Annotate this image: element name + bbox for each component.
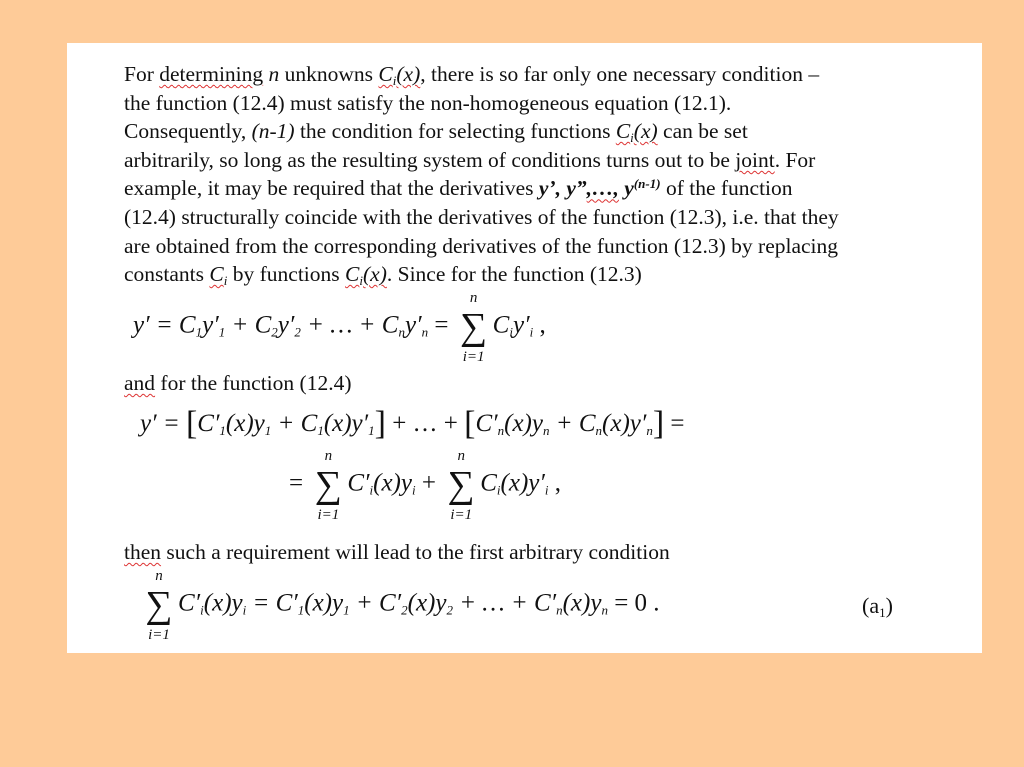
summation-sign: n ∑ i=1: [460, 290, 488, 365]
text-then-requirement: then such a requirement will lead to the first arbitrary condition: [124, 540, 670, 564]
paragraph-line-6: (12.4) structurally coincide with the derivatives of the function (12.3), i.e. that they: [124, 204, 839, 229]
paragraph-line-1: [124, 60, 974, 89]
text-run: Consequently,: [124, 119, 252, 144]
spellcheck-word: joint: [735, 147, 775, 172]
summation-sign: n ∑ i=1: [447, 448, 475, 523]
paragraph-line-8: [124, 260, 974, 289]
equation-sum-expansion: = n ∑ i=1 $C'_i(x)y_i$ + n ∑ i=1 $C_i(x)y'_i$ ,: [289, 448, 561, 523]
math-y-n-minus-1: $y^{(n-1)}$: [618, 176, 661, 201]
slide-content-panel: [67, 43, 982, 653]
math-ci-x: $C_i(x)$: [615, 119, 658, 146]
equation-arbitrary-condition: n ∑ i=1 $C'_i(x)y_i = C'_1(x)y_1 + C'_2(x)y_2$ + … + $C'_n(x)y_n = 0$ .: [145, 568, 660, 643]
text-run: For: [124, 62, 160, 86]
text-run: by functions: [227, 262, 346, 287]
paragraph-line-2: the function (12.4) must satisfy the non-homogeneous equation (12.1).: [124, 90, 732, 115]
text-run: unknowns: [279, 62, 379, 86]
text-run: arbitrarily, so long as the resulting system of conditions turns out to be: [124, 147, 736, 172]
summation-sign: n ∑ i=1: [145, 568, 173, 643]
text-run: , there is so far only one necessary condition –: [420, 62, 820, 86]
math-ci: $C_i$: [209, 262, 228, 289]
math-ci-x: $C_i(x)$: [378, 62, 421, 88]
body-paragraph: [124, 60, 974, 289]
math-derivatives: y’, y”: [538, 176, 587, 201]
math-n: n: [263, 62, 280, 86]
equation-first-derivative-12-4: $y' = [C'_1(x)y_1 + C_1(x)y'_1]$ + … + $[C'_n(x)y_n + C_n(x)y'_n]$ =: [140, 405, 685, 442]
text-run: the condition for selecting functions: [294, 119, 616, 144]
text-run: can be set: [657, 119, 748, 144]
text-run: . Since for the function (12.3): [386, 262, 642, 287]
text-run: example, it may be required that the derivatives: [124, 176, 539, 201]
math-n-minus-1: (n-1): [251, 119, 295, 144]
text-run: constants: [124, 262, 210, 287]
equation-first-derivative-12-3: $y' = C_1y'_1 + C_2y'_2$ + … + $C_ny'_n$ = n ∑ i=1 $C_iy'_i$ ,: [133, 290, 546, 365]
text-and-for-function: and for the function (12.4): [124, 371, 352, 395]
text-run: of the function: [660, 176, 793, 201]
equation-label-a1: $(a_1)$: [862, 593, 893, 620]
paragraph-line-4: [124, 146, 974, 175]
paragraph-line-5: [124, 174, 974, 203]
paragraph-line-7: are obtained from the corresponding derivatives of the function (12.3) by replacing: [124, 233, 839, 258]
summation-sign: n ∑ i=1: [314, 448, 342, 523]
spellcheck-word: determining: [159, 62, 264, 86]
text-run: . For: [774, 147, 816, 172]
paragraph-line-3: [124, 117, 974, 146]
math-ci-x: $C_i(x)$: [345, 262, 387, 289]
spellcheck-word: ,…,: [586, 176, 619, 201]
